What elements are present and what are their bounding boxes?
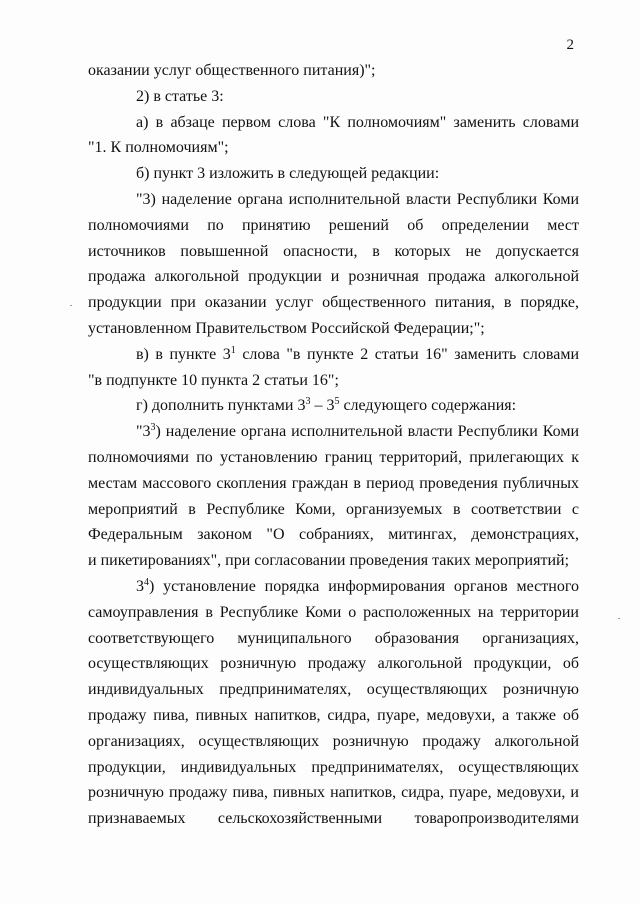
text-line: продажу пива, пивных напитков, сидра, пуаре, медовухи, а также об (88, 706, 579, 724)
text-line: "1. К полномочиям"; (88, 139, 229, 157)
text-line: соответствующего муниципального образования организациях, (88, 629, 579, 647)
text-line: "в подпункте 10 пункта 2 статьи 16"; (88, 371, 339, 389)
text-line: 2) в статье 3: (136, 87, 224, 105)
text-line: и пикетированиях", при согласовании проведения таких мероприятий; (88, 552, 570, 570)
text-segment: ) установление порядка информирования органов местного (149, 577, 579, 595)
text-line: самоуправления в Республике Коми о расположенных на территории (88, 603, 579, 621)
text-line: полномочиями по установлению границ территорий, прилегающих к (88, 448, 579, 466)
text-line: а) в абзаце первом слова "К полномочиям" заменить словами (136, 113, 579, 131)
superscript: 5 (334, 396, 340, 408)
text-line: Федеральным законом "О собраниях, митингах, демонстрациях, (88, 526, 579, 544)
text-line (88, 342, 579, 368)
scan-mark (70, 305, 72, 306)
text-segment: ) наделение органа исполнительной власти Республики Коми (155, 423, 579, 441)
text-line: продукции, индивидуальных предпринимателях, осуществляющих (88, 758, 579, 776)
superscript: 3 (150, 422, 156, 434)
text-line: оказании услуг общественного питания)"; (88, 62, 376, 79)
superscript: 4 (144, 576, 149, 588)
text-line: полномочиями по принятию решений об определении мест (88, 216, 579, 234)
text-line: источников повышенной опасности, в которых не допускается (88, 242, 579, 260)
text-segment: – 3 (310, 397, 335, 415)
text-segment: г) дополнить пунктами 3 (136, 397, 306, 415)
text-line: индивидуальных предпринимателях, осуществляющих розничную (88, 681, 579, 699)
text-line: установленном Правительством Российской Федерации;"; (88, 319, 485, 337)
page-number: 2 (566, 37, 574, 53)
superscript: 1 (230, 344, 236, 356)
text-line: признаваемых сельскохозяйственными товаропроизводителями (88, 810, 579, 828)
text-segment: слова "в пункте 2 статьи 16" заменить словами (235, 345, 579, 363)
text-line: осуществляющих розничную продажу алкогольной продукции, об (88, 655, 579, 673)
text-line: продажа алкогольной продукции и розничная продажа алкогольной (88, 268, 579, 286)
text-segment: в) в пункте 3 (136, 345, 231, 363)
text-line: розничную продажу пива, пивных напитков, сидра, пуаре, медовухи, и (88, 784, 579, 802)
text-line: мероприятий в Республике Коми, организуемых в соответствии с (88, 500, 579, 518)
text-line (88, 574, 579, 600)
text-line: местам массового скопления граждан в период проведения публичных (88, 474, 579, 492)
text-segment: следующего содержания: (339, 397, 517, 415)
document-body (88, 58, 579, 832)
text-segment: 3 (136, 577, 144, 595)
text-line: б) пункт 3 изложить в следующей редакции: (136, 165, 440, 183)
superscript: 3 (305, 396, 311, 408)
text-line: "3) наделение органа исполнительной власти Республики Коми (136, 190, 579, 208)
text-line: организациях, осуществляющих розничную продажу алкогольной (88, 732, 579, 750)
text-line (88, 419, 579, 445)
text-line (88, 393, 579, 419)
text-segment: "3 (136, 423, 151, 441)
text-line: продукции при оказании услуг общественного питания, в порядке, (88, 294, 579, 312)
scan-mark (618, 618, 620, 619)
